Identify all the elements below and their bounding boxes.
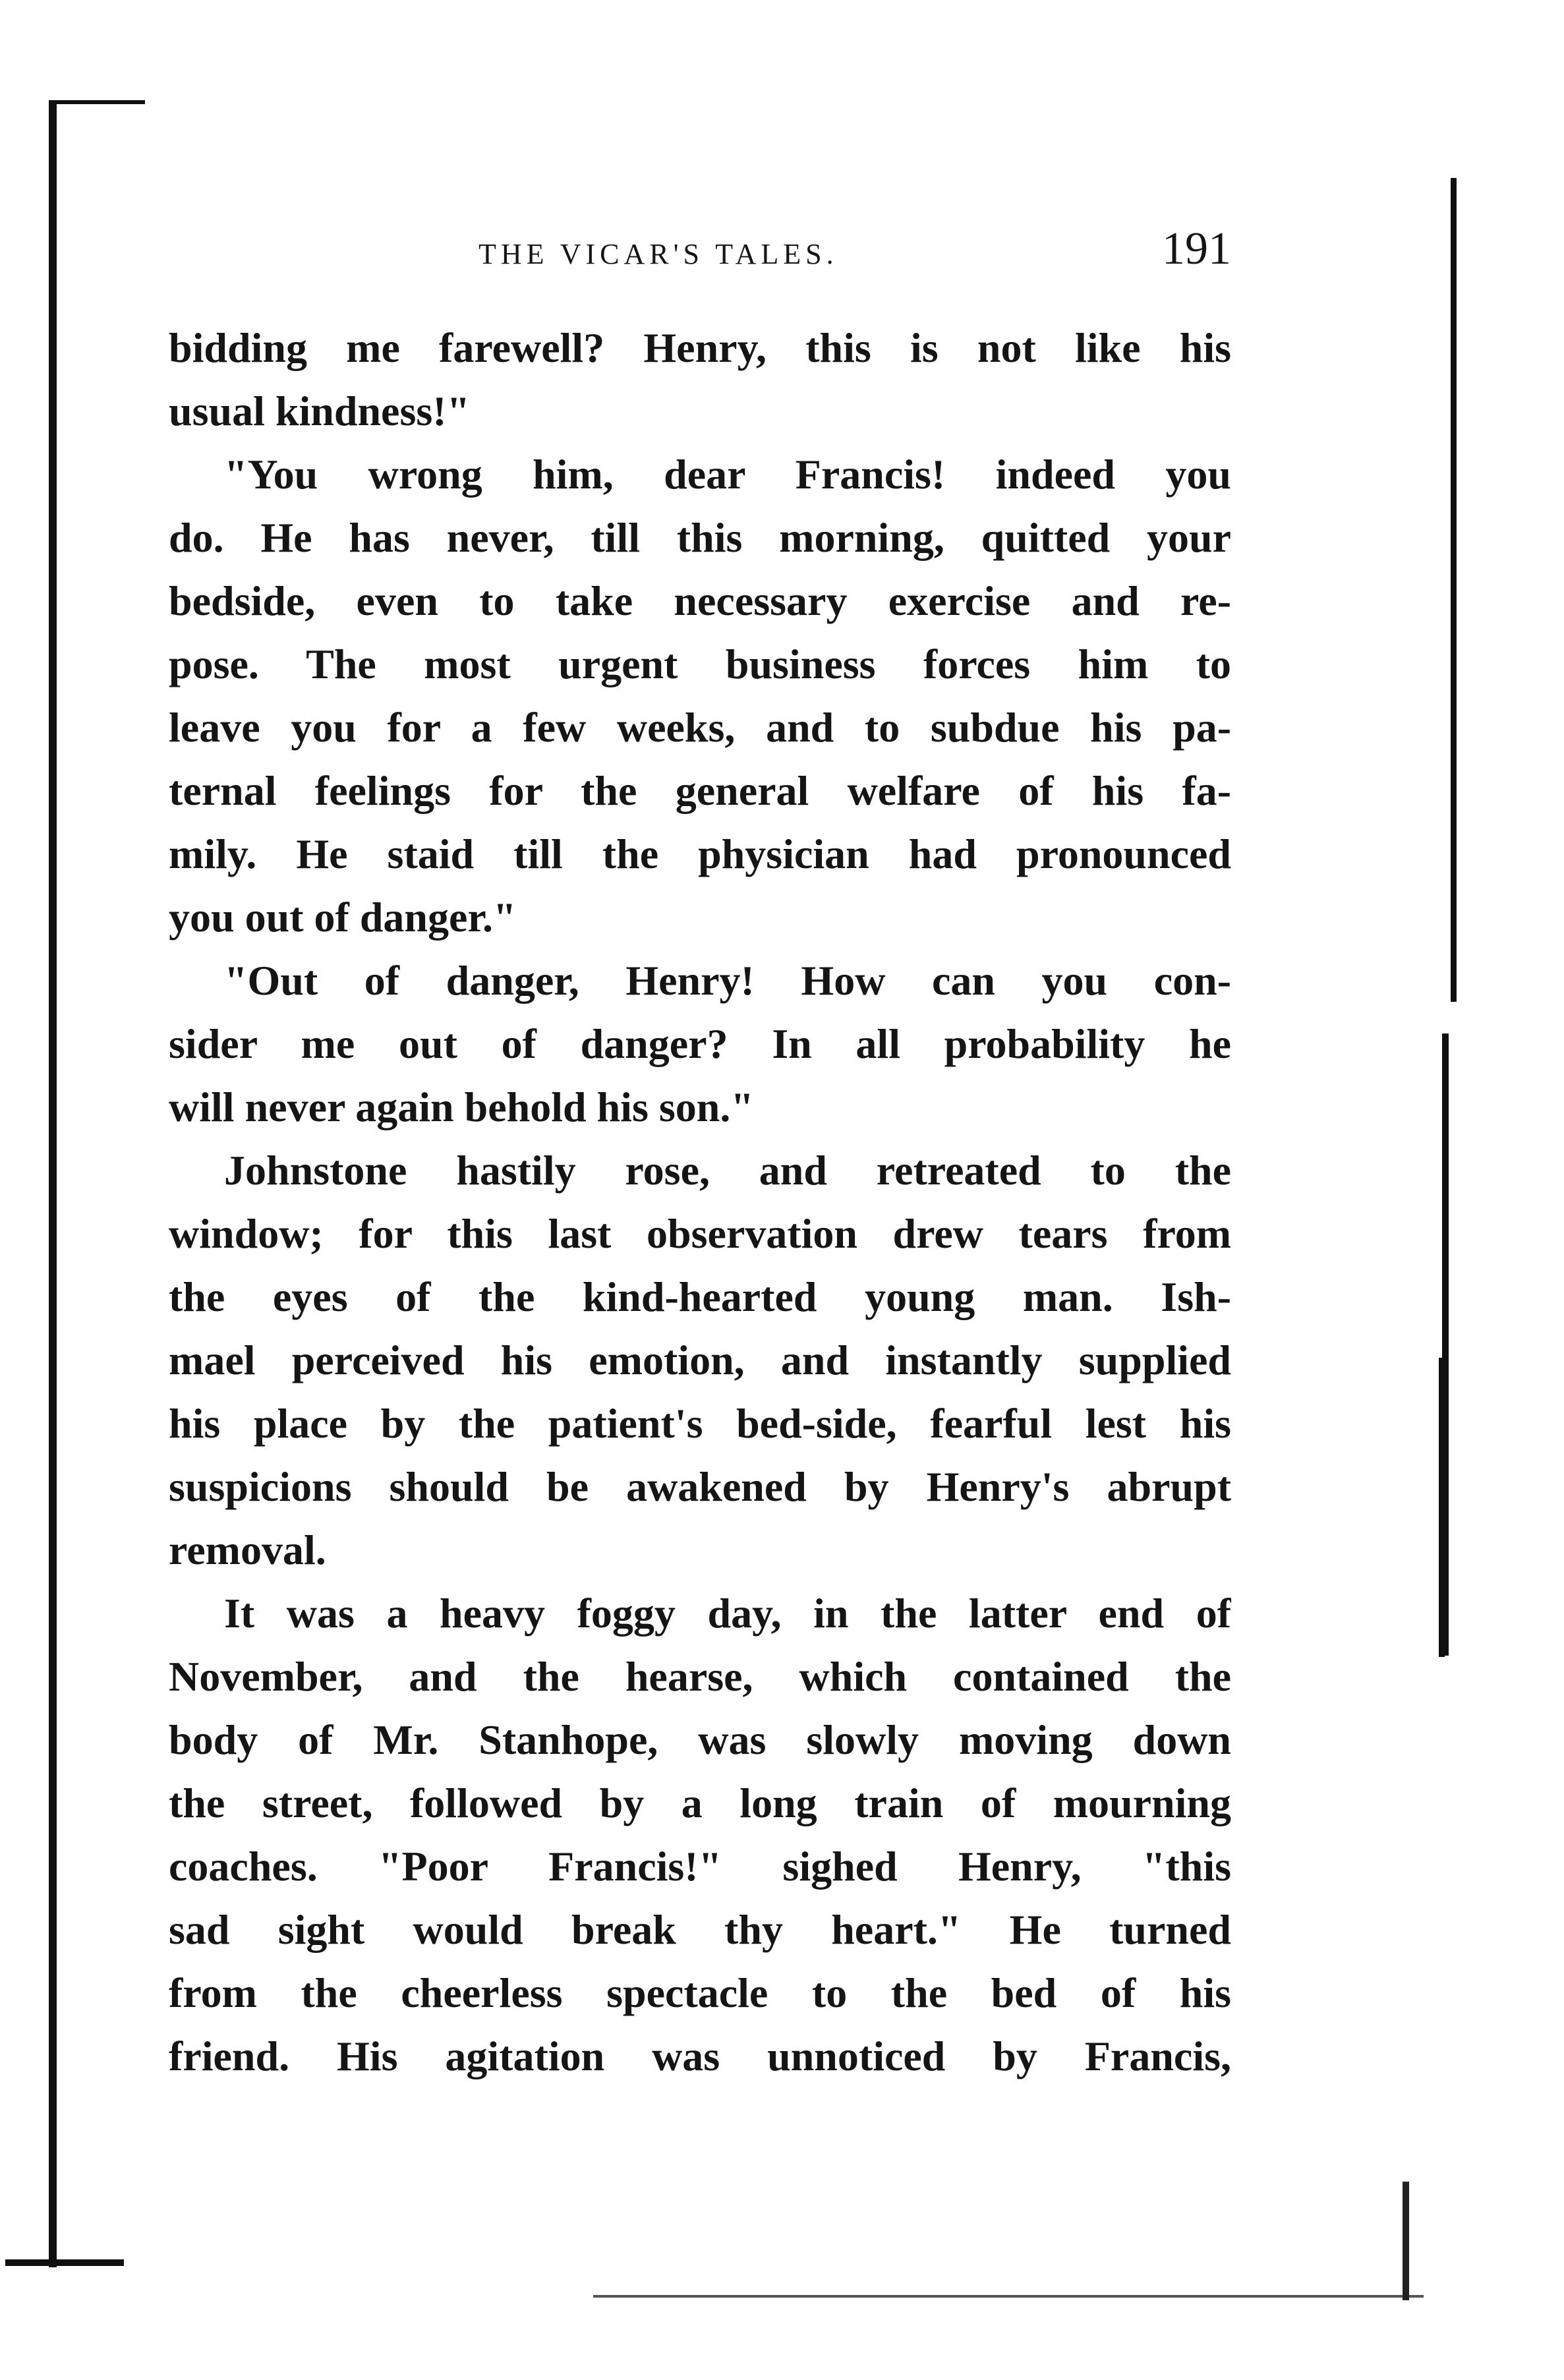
scan-border-bottom-corner: [1403, 2182, 1409, 2300]
scan-border-left: [49, 100, 57, 2267]
page-number: 191: [1162, 223, 1231, 274]
text-line: do. He has never, till this morning, quitted your: [169, 514, 1231, 561]
page-body-text: [169, 316, 1231, 2088]
text-line: sad sight would break thy heart." He turned: [169, 1906, 1231, 1953]
text-line: the eyes of the kind-hearted young man. Ish-: [169, 1273, 1231, 1320]
scan-border-left-bottom: [5, 2259, 124, 2266]
text-line: mael perceived his emotion, and instantly supplied: [169, 1337, 1231, 1383]
text-line: sider me out of danger? In all probability he: [169, 1020, 1231, 1067]
text-line: usual kindness!": [169, 388, 471, 434]
text-line: bidding me farewell? Henry, this is not like his: [169, 324, 1231, 371]
text-line: "You wrong him, dear Francis! indeed you: [224, 451, 1231, 498]
running-head: [169, 223, 1231, 282]
scan-border-right-upper: [1451, 178, 1457, 1002]
scan-border-bottom: [593, 2295, 1424, 2298]
text-line: It was a heavy foggy day, in the latter end of: [224, 1590, 1231, 1637]
text-line: mily. He staid till the physician had pronounced: [169, 830, 1231, 877]
text-line: friend. His agitation was unnoticed by Francis,: [169, 2033, 1231, 2079]
text-line: will never again behold his son.": [169, 1084, 754, 1130]
text-line: ternal feelings for the general welfare of his fa-: [169, 767, 1231, 814]
text-line: November, and the hearse, which contained the: [169, 1653, 1231, 1700]
text-line: "Out of danger, Henry! How can you con-: [224, 957, 1231, 1004]
text-line: body of Mr. Stanhope, was slowly moving down: [169, 1716, 1231, 1763]
text-line: Johnstone hastily rose, and retreated to the: [224, 1147, 1231, 1194]
text-line: you out of danger.": [169, 894, 517, 941]
text-line: leave you for a few weeks, and to subdue his pa-: [169, 704, 1231, 751]
text-line: window; for this last observation drew tears from: [169, 1210, 1231, 1257]
text-line: his place by the patient's bed-side, fearful lest his: [169, 1400, 1231, 1447]
text-line: removal.: [169, 1526, 326, 1573]
text-line: coaches. "Poor Francis!" sighed Henry, "this: [169, 1843, 1231, 1890]
text-line: suspicions should be awakened by Henry's abrupt: [169, 1463, 1231, 1510]
scan-border-right-lower: [1439, 1358, 1445, 1657]
text-line: bedside, even to take necessary exercise and re-: [169, 577, 1231, 624]
scan-border-left-top: [49, 100, 145, 104]
text-line: pose. The most urgent business forces him to: [169, 641, 1231, 687]
text-line: from the cheerless spectacle to the bed of his: [169, 1969, 1231, 2016]
text-line: the street, followed by a long train of mourning: [169, 1780, 1231, 1826]
running-title: THE VICAR'S TALES.: [478, 238, 838, 270]
